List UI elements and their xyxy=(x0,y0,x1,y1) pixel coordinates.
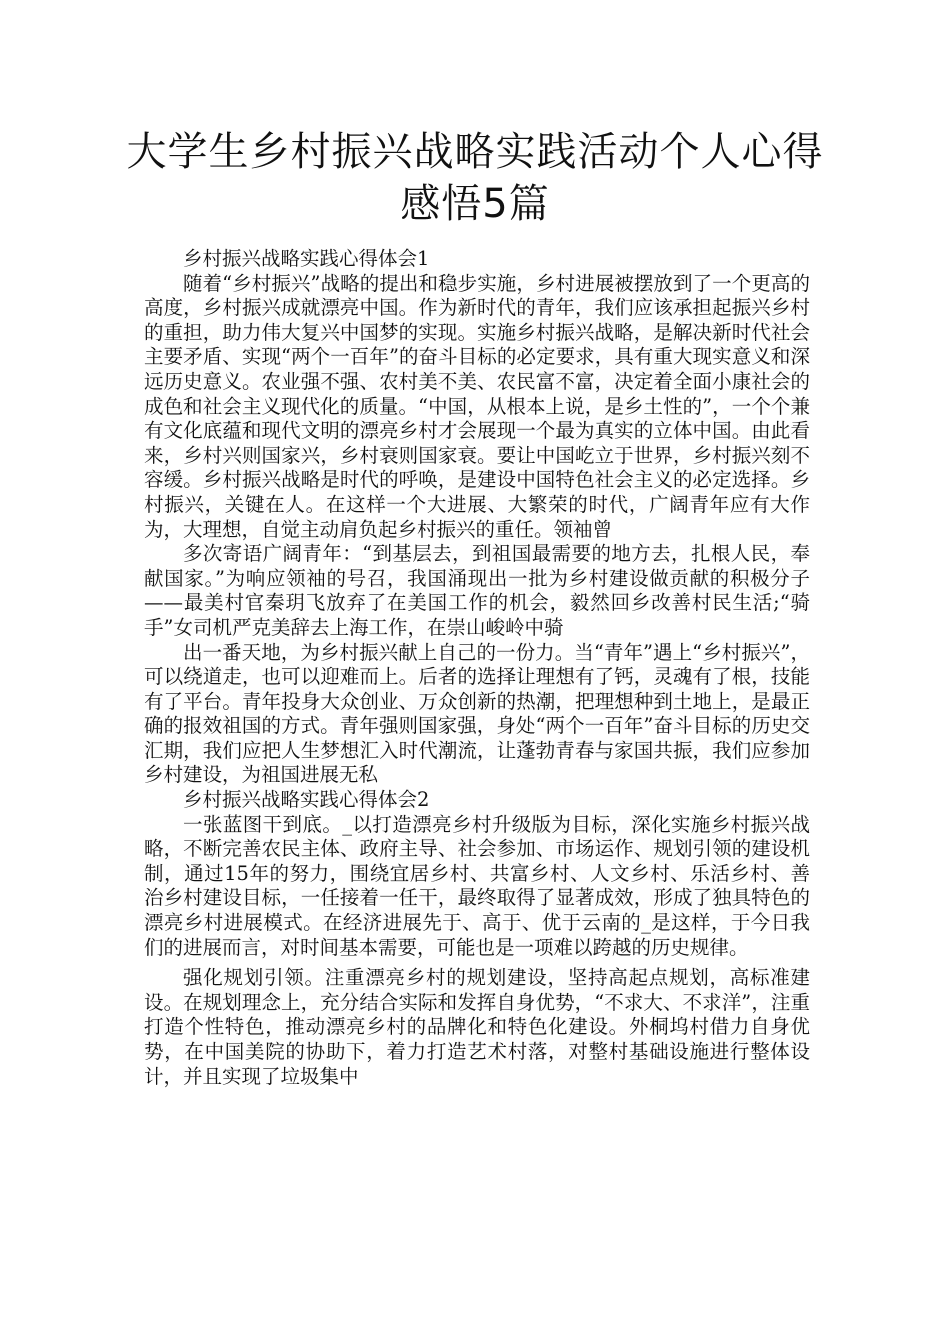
document-title: 大学生乡村振兴战略实践活动个人心得感悟5篇 xyxy=(126,129,824,227)
paragraph-1-3: 出一番天地，为乡村振兴献上自己的一份力。当“青年”遇上“乡村振兴”，可以绕道走，也可以迎难而上。后者的选择让理想有了钙，灵魂有了根，技能有了平台。青年投身大众创业、万众创新的热潮，把理想种到土地上，是最正确的报效祖国的方式。青年强则国家强，身处“两个一百年”奋斗目标的历史交汇期，我们应把人生梦想汇入时代潮流，让蓬勃青春与家国共振，我们应参加乡村建设，为祖国进展无私 xyxy=(144,640,810,787)
document-body xyxy=(144,247,810,1089)
paragraph-1-1: 随着“乡村振兴”战略的提出和稳步实施，乡村进展被摆放到了一个更高的高度，乡村振兴成就漂亮中国。作为新时代的青年，我们应该承担起振兴乡村的重担，助力伟大复兴中国梦的实现。实施乡村振兴战略，是解决新时代社会主要矛盾、实现“两个一百年”的奋斗目标的必定要求，具有重大现实意义和深远历史意义。农业强不强、农村美不美、农民富不富，决定着全面小康社会的成色和社会主义现代化的质量。“中国，从根本上说，是乡土性的”，一个个兼有文化底蕴和现代文明的漂亮乡村才会展现一个最为真实的立体中国。由此看来，乡村兴则国家兴，乡村衰则国家衰。要让中国屹立于世界，乡村振兴刻不容缓。乡村振兴战略是时代的呼唤，是建设中国特色社会主义的必定选择。乡村振兴，关键在人。在这样一个大进展、大繁荣的时代，广阔青年应有大作为，大理想，自觉主动肩负起乡村振兴的重任。领袖曾 xyxy=(144,271,810,541)
paragraph-2-1: 一张蓝图干到底。_以打造漂亮乡村升级版为目标，深化实施乡村振兴战略，不断完善农民主体、政府主导、社会参加、市场运作、规划引领的建设机制，通过15年的努力，围绕宜居乡村、共富乡村、人文乡村、乐活乡村、善治乡村建设目标，一任接着一任干，最终取得了显著成效，形成了独具特色的漂亮乡村进展模式。在经济进展先于、高于、优于云南的_是这样，于今日我们的进展而言，对时间基本需要，可能也是一项难以跨越的历史规律。 xyxy=(144,812,810,959)
paragraph-1-2: 多次寄语广阔青年：“到基层去，到祖国最需要的地方去，扎根人民，奉献国家。”为响应领袖的号召，我国涌现出一批为乡村建设做贡献的积极分子——最美村官秦玥飞放弃了在美国工作的机会，毅然回乡改善村民生活;“骑手”女司机严克美辞去上海工作，在崇山峻岭中骑 xyxy=(144,542,810,639)
section-heading-2: 乡村振兴战略实践心得体会2 xyxy=(183,788,430,812)
section-heading-1: 乡村振兴战略实践心得体会1 xyxy=(183,247,430,270)
paragraph-2-2: 强化规划引领。注重漂亮乡村的规划建设，坚持高起点规划，高标准建设。在规划理念上，充分结合实际和发挥自身优势，“不求大、不求洋”，注重打造个性特色，推动漂亮乡村的品牌化和特色化建设。外桐坞村借力自身优势，在中国美院的协助下，着力打造艺术村落，对整村基础设施进行整体设计，并且实现了垃圾集中 xyxy=(144,966,810,1088)
